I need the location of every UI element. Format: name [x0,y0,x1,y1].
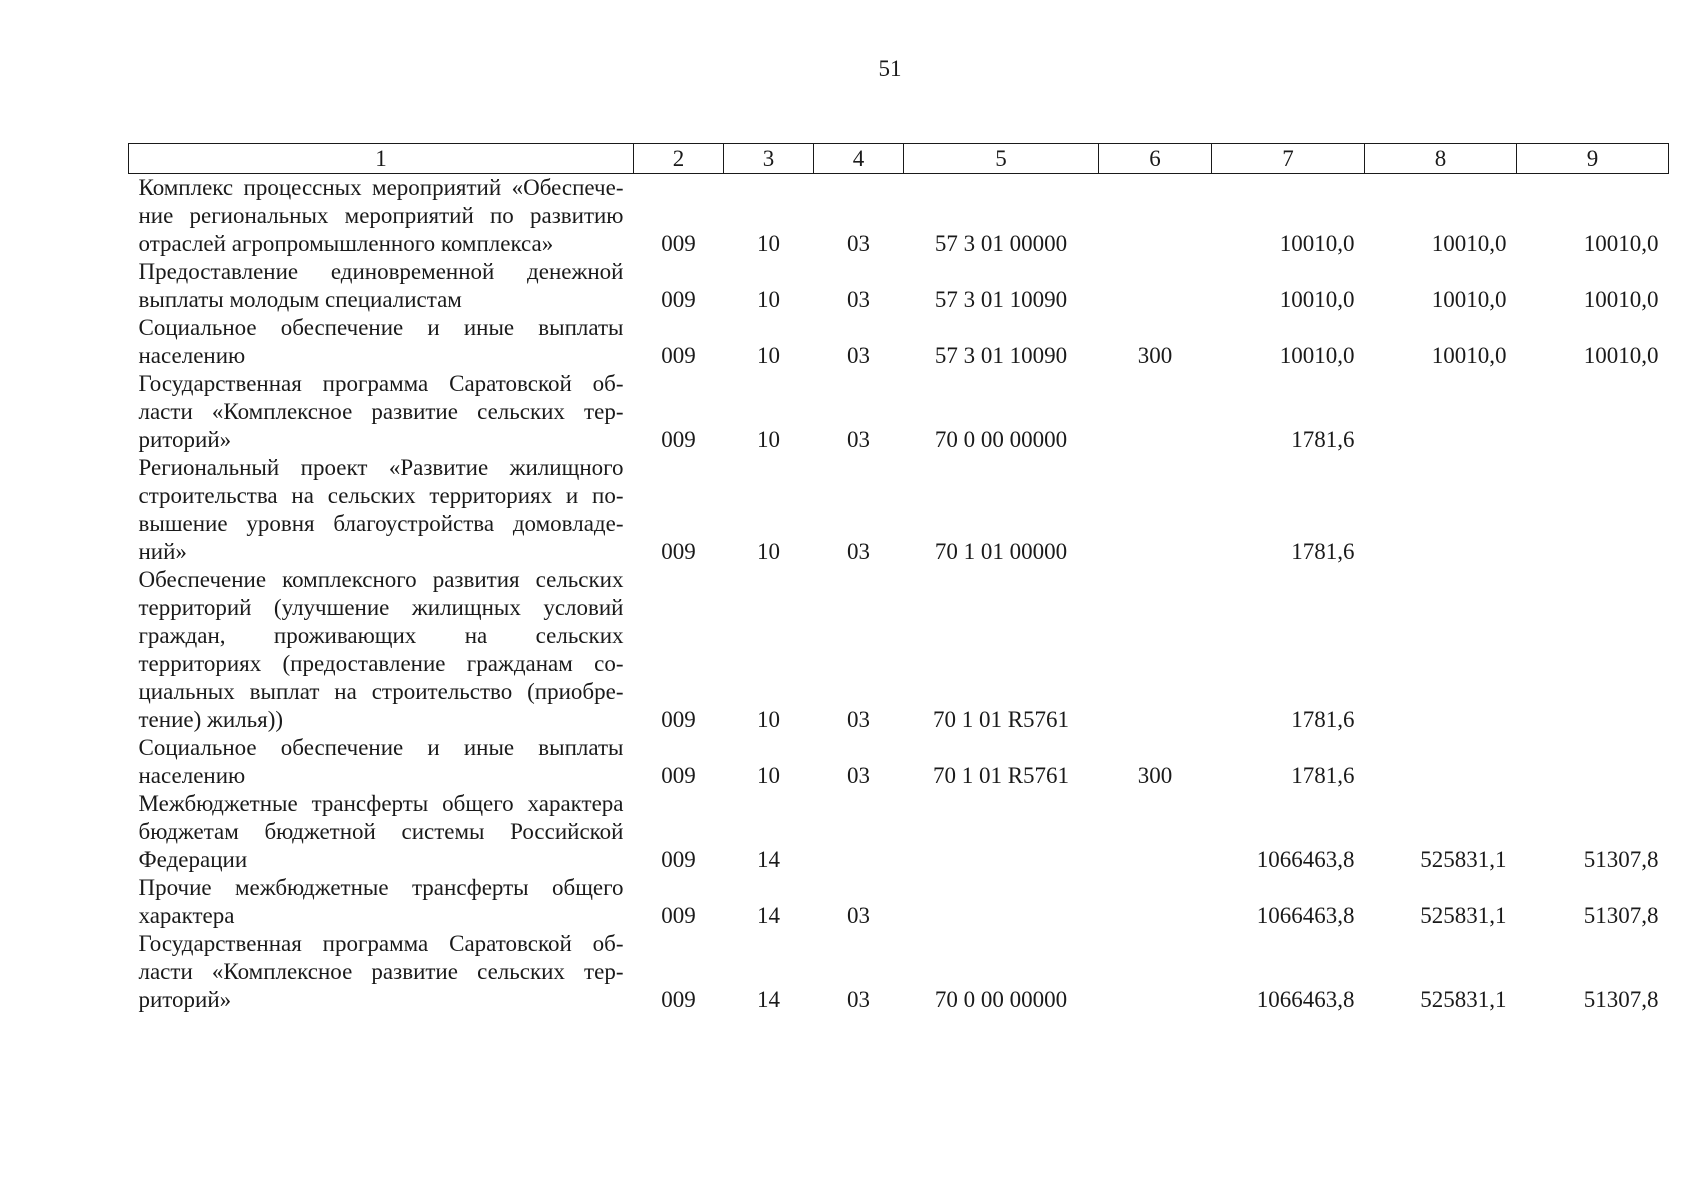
cell-subsection: 03 [847,427,870,452]
cell-amount-1: 10010,0 [1279,343,1355,368]
row-name: Региональный проект «Развитие жилищного строительства на сельских территориях и повышение уровня благоустройства домовладений» [138,455,624,564]
table-row [129,790,1669,874]
cell-subsection: 03 [847,231,870,256]
cell-target-article: 70 0 00 00000 [934,987,1068,1012]
cell-target-article: 57 3 01 10090 [934,343,1068,368]
cell-amount-2 [1365,566,1517,734]
cell-target-article: 70 1 01 R5761 [932,763,1070,788]
cell-section: 14 [757,847,780,872]
cell-expense-type [1099,258,1212,314]
cell-amount-1: 10010,0 [1279,287,1355,312]
row-name: Государственная программа Саратовской области «Комплексное развитие сельских территорий» [138,371,624,452]
cell-amount-1: 1781,6 [1291,427,1355,452]
cell-target-article: 70 0 00 00000 [934,427,1068,452]
cell-subsection: 03 [847,763,870,788]
row-name: Социальное обеспечение и иные выплаты населению [138,315,624,368]
table-row [129,258,1669,314]
header-col-9: 9 [1517,144,1669,174]
cell-ministry: 009 [661,707,696,732]
cell-section: 10 [757,343,780,368]
cell-subsection: 03 [847,343,870,368]
cell-amount-3: 10010,0 [1583,287,1659,312]
table-row [129,174,1669,259]
table-header [129,144,1669,174]
row-name: Социальное обеспечение и иные выплаты населению [138,735,624,788]
cell-amount-1: 1066463,8 [1256,847,1355,872]
cell-ministry: 009 [661,903,696,928]
cell-section: 10 [757,287,780,312]
cell-amount-2 [1365,734,1517,790]
table-row [129,930,1669,1014]
cell-expense-type: 300 [1137,763,1173,788]
cell-subsection [814,790,904,874]
cell-ministry: 009 [661,287,696,312]
cell-target-article: 70 1 01 00000 [934,539,1068,564]
cell-amount-2: 525831,1 [1420,847,1507,872]
cell-expense-type: 300 [1137,343,1173,368]
cell-amount-1: 1781,6 [1291,707,1355,732]
table-row [129,734,1669,790]
header-col-2: 2 [634,144,724,174]
cell-target-article [904,874,1099,930]
cell-amount-2: 10010,0 [1431,287,1507,312]
cell-subsection: 03 [847,707,870,732]
header-col-6: 6 [1099,144,1212,174]
cell-subsection: 03 [847,987,870,1012]
row-name: Предоставление единовременной денежной выплаты молодым специалистам [138,259,624,312]
cell-amount-2: 525831,1 [1420,987,1507,1012]
cell-subsection: 03 [847,903,870,928]
cell-amount-3: 51307,8 [1583,987,1659,1012]
cell-amount-3 [1517,566,1669,734]
cell-subsection: 03 [847,287,870,312]
cell-target-article: 70 1 01 R5761 [932,707,1070,732]
cell-amount-1: 1781,6 [1291,763,1355,788]
cell-expense-type [1099,566,1212,734]
cell-expense-type [1099,790,1212,874]
cell-amount-3 [1517,370,1669,454]
cell-section: 10 [757,763,780,788]
cell-amount-2: 525831,1 [1420,903,1507,928]
cell-amount-3 [1517,734,1669,790]
cell-section: 14 [757,903,780,928]
cell-amount-2 [1365,370,1517,454]
header-col-8: 8 [1365,144,1517,174]
page-number: 51 [878,56,902,81]
header-col-7: 7 [1212,144,1365,174]
cell-amount-2: 10010,0 [1431,343,1507,368]
cell-section: 10 [757,539,780,564]
cell-section: 10 [757,231,780,256]
cell-ministry: 009 [661,987,696,1012]
cell-ministry: 009 [661,231,696,256]
cell-target-article [904,790,1099,874]
cell-expense-type [1099,454,1212,566]
cell-ministry: 009 [661,847,696,872]
header-col-5: 5 [904,144,1099,174]
cell-target-article: 57 3 01 10090 [934,287,1068,312]
cell-ministry: 009 [661,427,696,452]
cell-target-article: 57 3 01 00000 [934,231,1068,256]
row-name: Межбюджетные трансферты общего характера бюджетам бюджетной системы Российской Федерации [138,791,624,872]
cell-expense-type [1099,930,1212,1014]
cell-expense-type [1099,174,1212,259]
cell-amount-2: 10010,0 [1431,231,1507,256]
cell-amount-3: 51307,8 [1583,847,1659,872]
cell-amount-1: 10010,0 [1279,231,1355,256]
table-row [129,370,1669,454]
header-row [129,144,1669,174]
header-col-1: 1 [129,144,634,174]
row-name: Обеспечение комплексного развития сельских территорий (улучшение жилищных условий граждан, проживающих на сельских территориях (предоставление гражданам социальных выплат на строительство (приобретение) жилья)) [138,567,624,732]
header-col-4: 4 [814,144,904,174]
cell-expense-type [1099,874,1212,930]
table-row [129,314,1669,370]
cell-subsection: 03 [847,539,870,564]
cell-amount-3: 51307,8 [1583,903,1659,928]
cell-section: 14 [757,987,780,1012]
cell-amount-2 [1365,454,1517,566]
cell-amount-1: 1066463,8 [1256,987,1355,1012]
cell-ministry: 009 [661,539,696,564]
cell-ministry: 009 [661,763,696,788]
budget-table [128,143,1669,1014]
table-row [129,454,1669,566]
cell-expense-type [1099,370,1212,454]
table-row [129,874,1669,930]
table-row [129,566,1669,734]
row-name: Прочие межбюджетные трансферты общего характера [138,875,624,928]
table-body [129,174,1669,1015]
cell-amount-1: 1781,6 [1291,539,1355,564]
cell-section: 10 [757,707,780,732]
header-col-3: 3 [724,144,814,174]
cell-amount-3: 10010,0 [1583,231,1659,256]
cell-section: 10 [757,427,780,452]
row-name: Государственная программа Саратовской области «Комплексное развитие сельских территорий» [138,931,624,1012]
cell-amount-3: 10010,0 [1583,343,1659,368]
cell-amount-1: 1066463,8 [1256,903,1355,928]
cell-ministry: 009 [661,343,696,368]
row-name: Комплекс процессных мероприятий «Обеспечение региональных мероприятий по развитию отраслей агропромышленного комплекса» [138,175,624,256]
cell-amount-3 [1517,454,1669,566]
